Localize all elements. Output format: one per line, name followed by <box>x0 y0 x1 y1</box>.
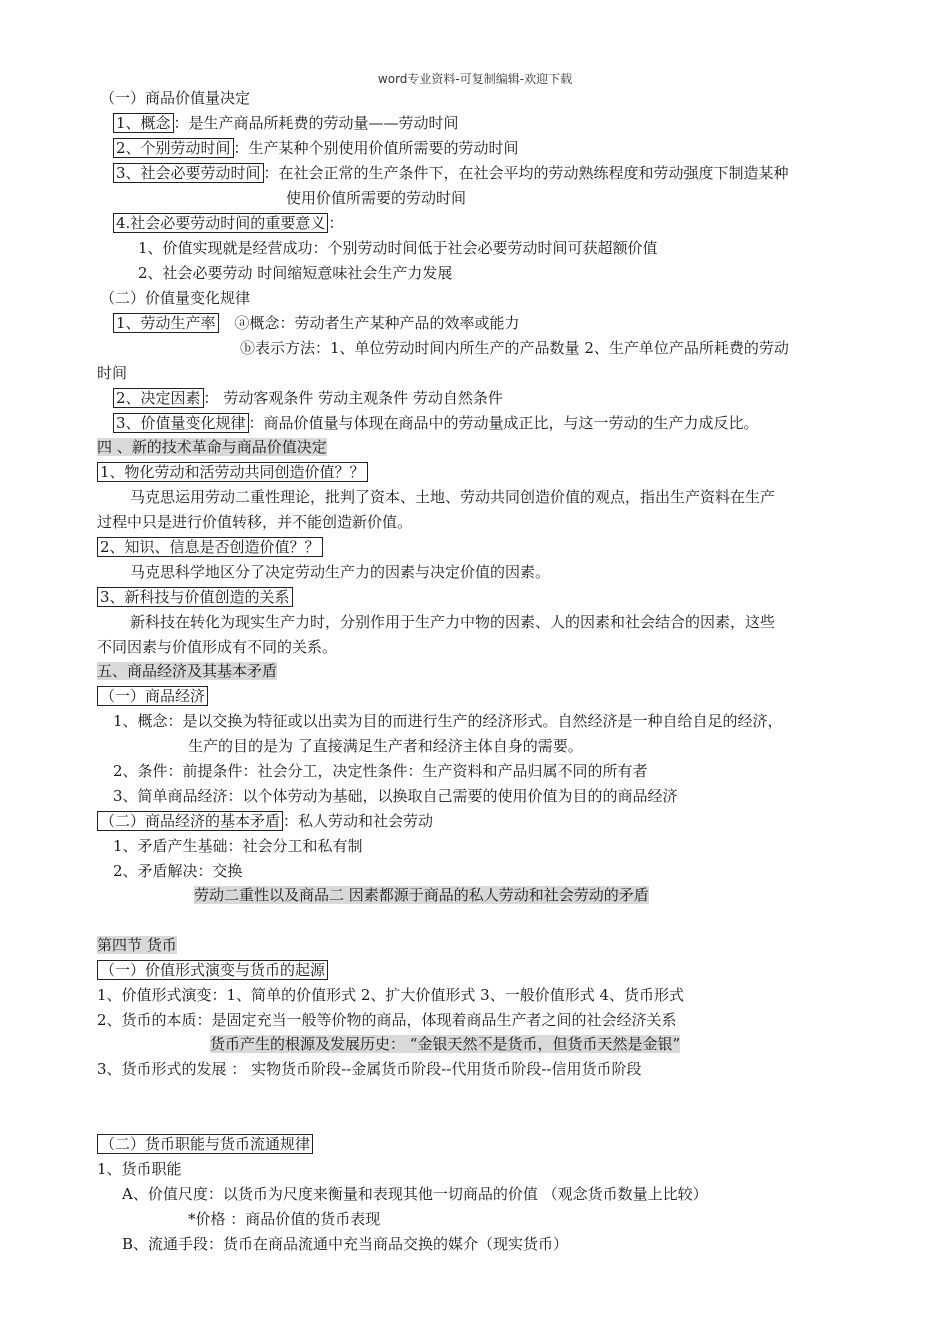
text-line: 3、简单商品经济：以个体劳动为基础，以换取自己需要的使用价值为目的的商品经济 <box>113 787 678 805</box>
text-line: 马克思科学地区分了决定劳动生产力的因素与决定价值的因素。 <box>130 563 551 581</box>
text-line: 时间 <box>97 364 128 382</box>
text-line <box>97 960 328 981</box>
section-heading: （二）价值量变化规律 <box>100 289 251 307</box>
page-header: word专业资料-可复制编辑-欢迎下载 <box>377 72 573 86</box>
chapter-heading: 四 、新的技术革命与商品价值决定 <box>97 438 327 456</box>
text-line: 3、社会必要劳动时间 ：在社会正常的生产条件下，在社会平均的劳动熟练程度和劳动强度下制造某种 <box>113 163 789 184</box>
highlight-line: 货币产生的根源及发展历史： “金银天然不是货币，但货币天然是金银” <box>210 1035 681 1053</box>
text-line: 1、劳动生产率 ⓐ概念：劳动者生产某种产品的效率或能力 <box>113 313 520 334</box>
text-line: 使用价值所需要的劳动时间 <box>286 189 467 207</box>
boxed-term: 1、物化劳动和活劳动共同创造价值？？ <box>97 462 368 482</box>
text-line <box>97 686 208 707</box>
text-line: 1、价值形式演变：1、简单的价值形式 2、扩大价值形式 3、一般价值形式 4、货币形式 <box>97 986 685 1004</box>
chapter-heading: 五、商品经济及其基本矛盾 <box>97 662 278 680</box>
text-line <box>97 587 293 608</box>
boxed-term: 2、决定因素 <box>113 388 204 408</box>
text-line: 2、个别劳动时间 ：生产某种个别使用价值所需要的劳动时间 <box>113 138 519 159</box>
text-line: 1、货币职能 <box>97 1160 182 1178</box>
boxed-term: （一）价值形式演变与货币的起源 <box>97 960 328 980</box>
text-line: 2、货币的本质：是固定充当一般等价物的商品，体现着商品生产者之间的社会经济关系 <box>97 1011 677 1029</box>
text-line: 2、社会必要劳动 时间缩短意味社会生产力发展 <box>138 264 453 282</box>
text-line: 马克思运用劳动二重性理论，批判了资本、土地、劳动共同创造价值的观点，指出生产资料在生产 <box>130 488 776 506</box>
boxed-term: （二）商品经济的基本矛盾 <box>97 811 283 831</box>
boxed-term: 1、劳动生产率 <box>113 313 219 333</box>
text-line: 1、概念：是以交换为特征或以出卖为目的而进行生产的经济形式。自然经济是一种自给自足的经济， <box>113 712 783 730</box>
text-line <box>97 462 368 483</box>
text-line: 1、概念 ：是生产商品所耗费的劳动量——劳动时间 <box>113 113 459 134</box>
boxed-term: 3、新科技与价值创造的关系 <box>97 587 293 607</box>
text-line: 3、价值量变化规律 ：商品价值量与体现在商品中的劳动量成正比，与这一劳动的生产力成反比。 <box>113 413 759 434</box>
boxed-term: 2、知识、信息是否创造价值？？ <box>97 537 323 557</box>
boxed-term: 1、概念 <box>113 113 174 133</box>
text-line: 3、货币形式的发展 ： 实物货币阶段--金属货币阶段--代用货币阶段--信用货币阶段 <box>97 1060 642 1078</box>
highlight-line: 劳动二重性以及商品二 因素都源于商品的私人劳动和社会劳动的矛盾 <box>194 886 649 904</box>
text-line <box>97 537 323 558</box>
text-line: 1、价值实现就是经营成功：个别劳动时间低于社会必要劳动时间可获超额价值 <box>138 239 658 257</box>
text-line: 2、条件：前提条件：社会分工，决定性条件：生产资料和产品归属不同的所有者 <box>113 762 648 780</box>
text-line: 1、矛盾产生基础：社会分工和私有制 <box>113 837 363 855</box>
text-line: 4.社会必要劳动时间的重要意义 ： <box>113 213 343 234</box>
text-line: B、流通手段：货币在商品流通中充当商品交换的媒介（现实货币） <box>122 1235 569 1253</box>
text-line <box>97 1134 313 1155</box>
boxed-term: （一）商品经济 <box>97 686 208 706</box>
text-line: 过程中只是进行价值转移，并不能创造新价值。 <box>97 513 413 531</box>
text-line: 2、矛盾解决：交换 <box>113 862 243 880</box>
text-line: ⓑ表示方法：1、单位劳动时间内所生产的产品数量 2、生产单位产品所耗费的劳动 <box>240 339 789 357</box>
boxed-term: 2、个别劳动时间 <box>113 138 234 158</box>
section-heading: （一）商品价值量决定 <box>100 89 251 107</box>
text-line: （二）商品经济的基本矛盾 ：私人劳动和社会劳动 <box>97 811 433 832</box>
chapter-heading: 第四节 货币 <box>97 936 177 954</box>
text-line: 生产的目的是为 了直接满足生产者和经济主体自身的需要。 <box>188 737 583 755</box>
text-line: A、价值尺度：以货币为尺度来衡量和表现其他一切商品的价值 （观念货币数量上比较） <box>122 1185 708 1203</box>
text-line: *价格 ：商品价值的货币表现 <box>188 1210 381 1228</box>
boxed-term: 4.社会必要劳动时间的重要意义 <box>113 213 328 233</box>
boxed-term: 3、社会必要劳动时间 <box>113 163 264 183</box>
text-line: 不同因素与价值形成有不同的关系。 <box>97 638 338 656</box>
text-line: 2、决定因素 ： 劳动客观条件 劳动主观条件 劳动自然条件 <box>113 388 503 409</box>
boxed-term: 3、价值量变化规律 <box>113 413 249 433</box>
text-line: 新科技在转化为现实生产力时，分别作用于生产力中物的因素、人的因素和社会结合的因素，这些 <box>130 613 776 631</box>
boxed-term: （二）货币职能与货币流通规律 <box>97 1134 313 1154</box>
